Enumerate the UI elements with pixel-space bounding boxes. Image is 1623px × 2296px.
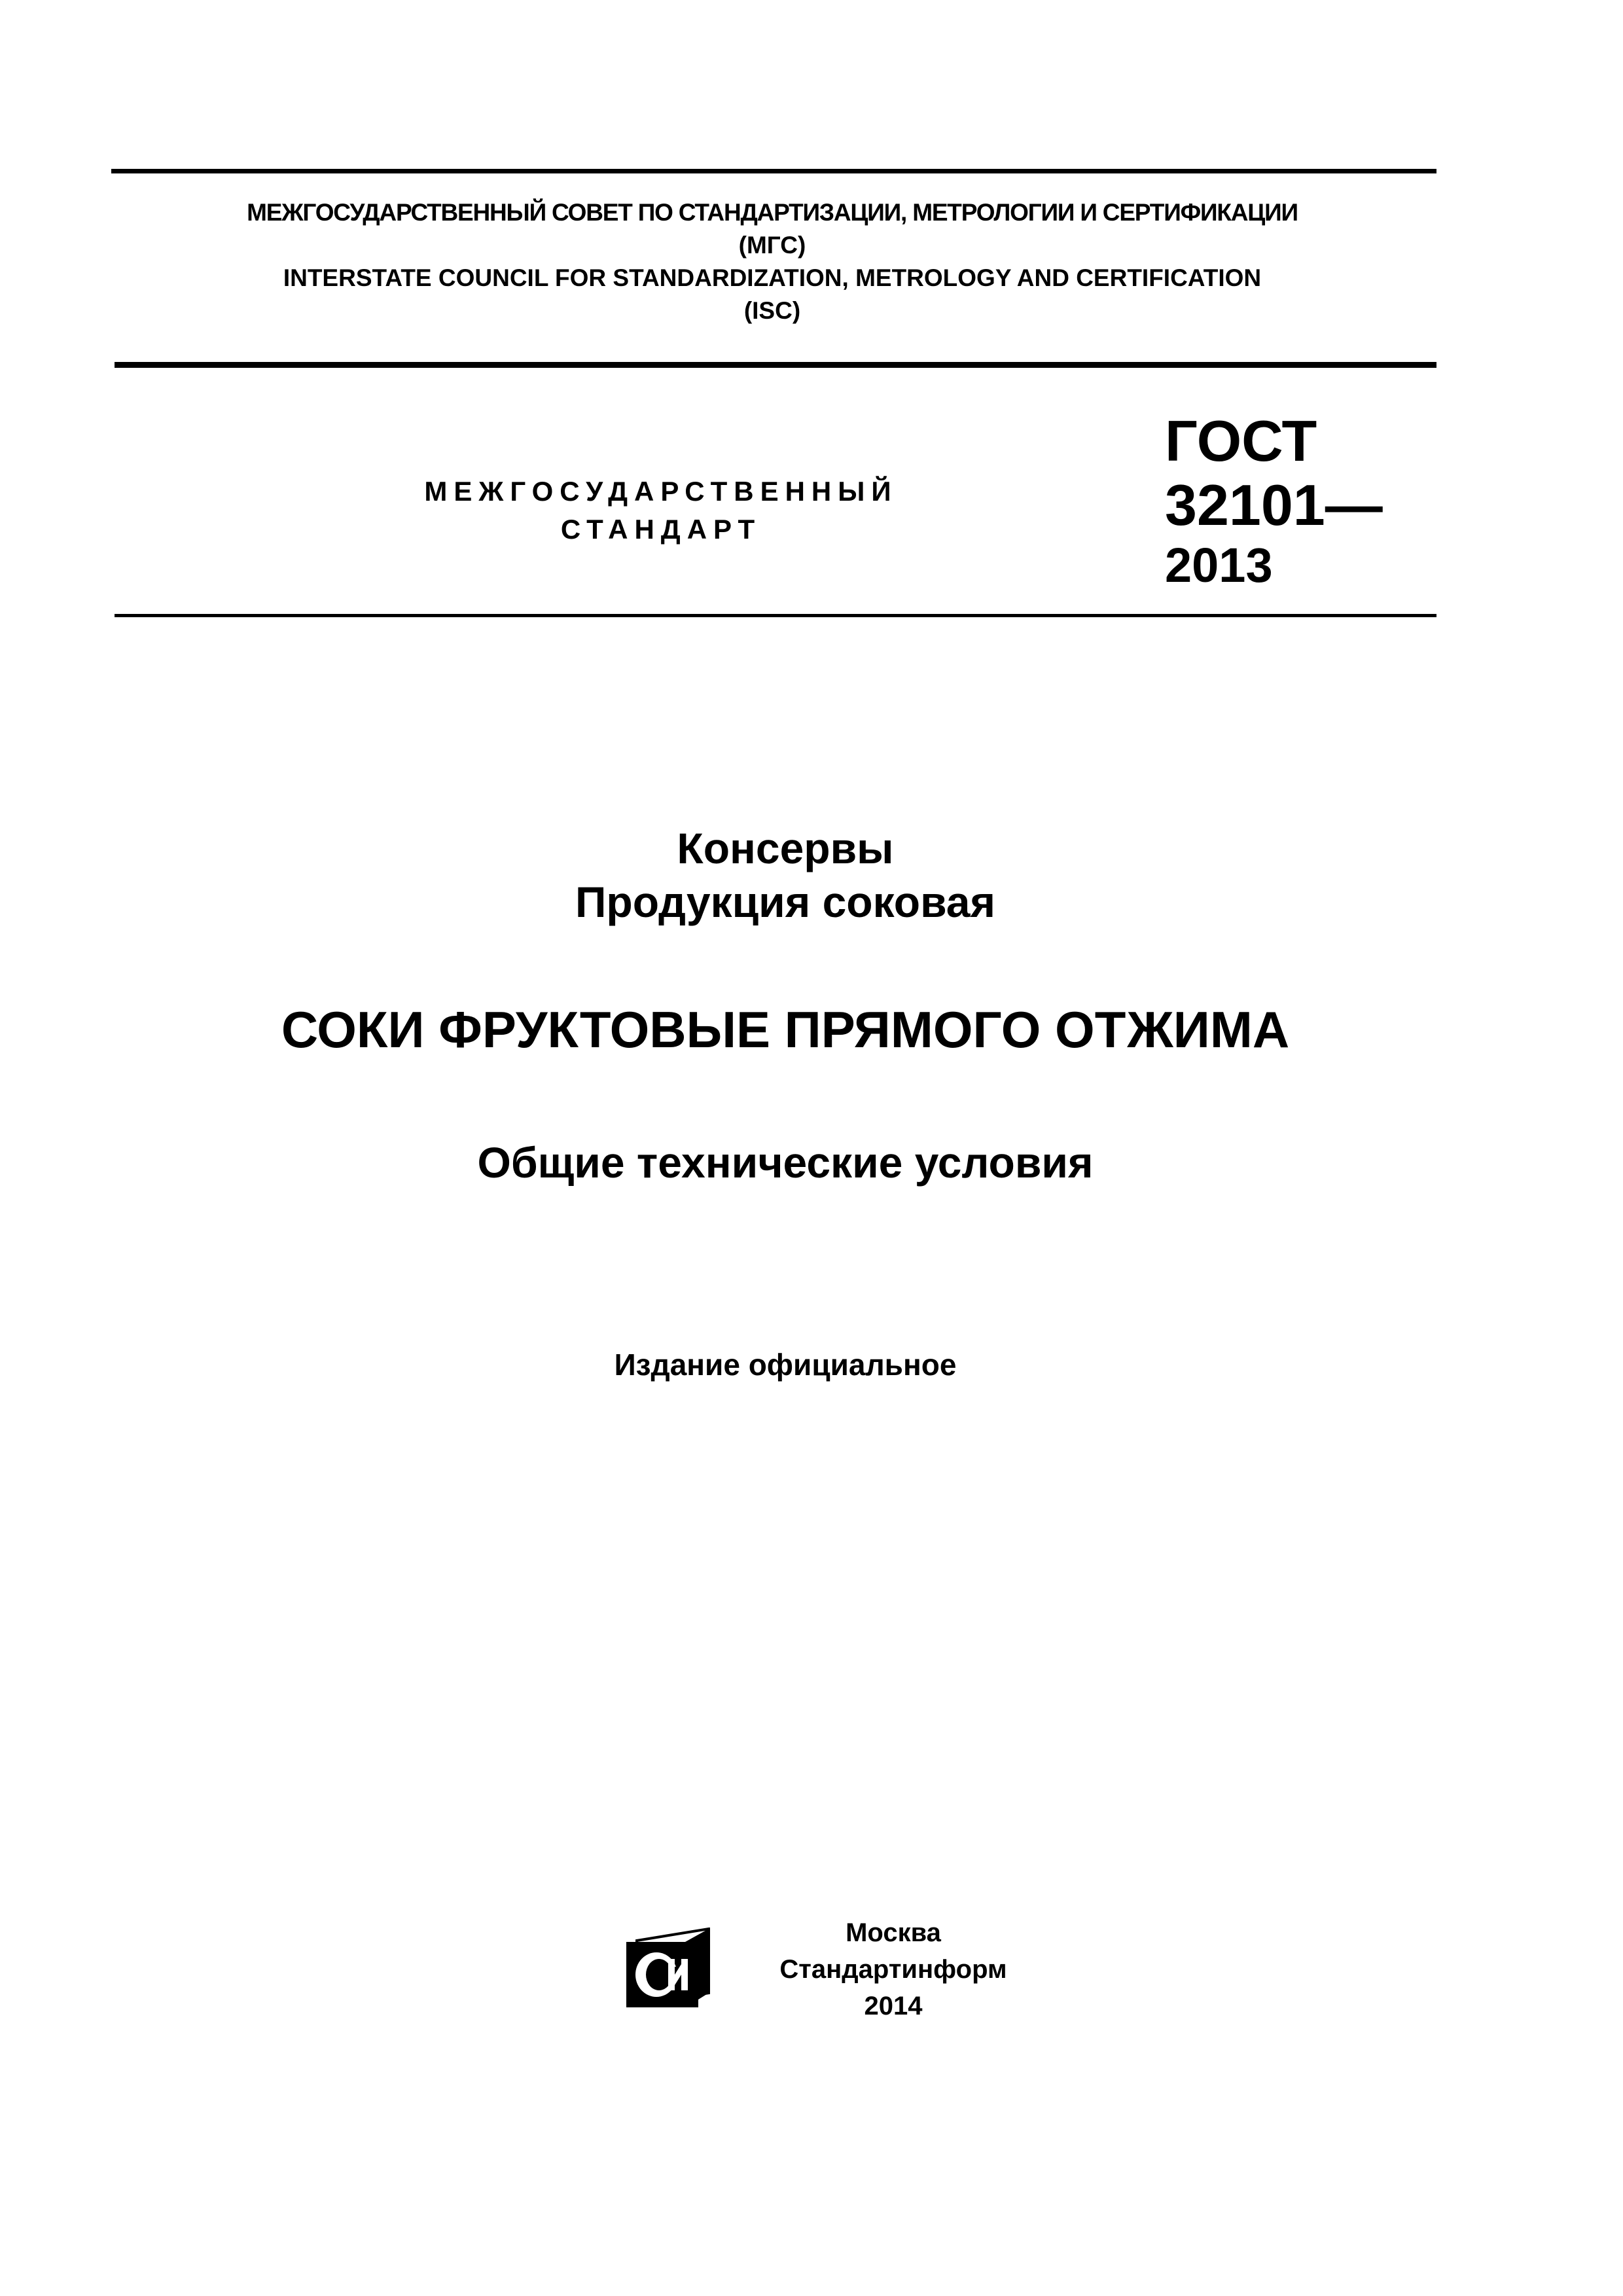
- top-rule: [111, 169, 1436, 173]
- publisher-block: [759, 1914, 1027, 2024]
- gost-designation: [1165, 409, 1383, 594]
- standard-type-line2: СТАНДАРТ: [560, 514, 762, 545]
- gost-year: 2013: [1165, 538, 1273, 592]
- title-line1: Консервы: [677, 824, 894, 872]
- council-abbr-en: (ISC): [743, 297, 801, 324]
- title-group: [157, 821, 1414, 929]
- standard-type-line1: МЕЖГОСУДАРСТВЕННЫЙ: [424, 476, 898, 507]
- edition-label: Издание официальное: [614, 1348, 957, 1382]
- gost-number: 32101—: [1165, 473, 1383, 537]
- standartinform-logo-icon: [625, 1928, 710, 2009]
- publisher-name: Стандартинформ: [779, 1955, 1007, 1984]
- title-line2: Продукция соковая: [575, 878, 996, 926]
- council-name-en: INTERSTATE COUNCIL FOR STANDARDIZATION, METROLOGY AND CERTIFICATION: [283, 264, 1262, 291]
- subtitle: Общие технические условия: [477, 1138, 1094, 1187]
- council-abbr-ru: (МГС): [738, 232, 806, 259]
- main-title: СОКИ ФРУКТОВЫЕ ПРЯМОГО ОТЖИМА: [281, 1001, 1290, 1058]
- publisher-logo: [625, 1928, 710, 2009]
- standard-type: [366, 473, 955, 548]
- council-header: [111, 196, 1433, 327]
- council-name-ru: МЕЖГОСУДАРСТВЕННЫЙ СОВЕТ ПО СТАНДАРТИЗАЦИИ, МЕТРОЛОГИИ И СЕРТИФИКАЦИИ: [247, 199, 1298, 226]
- designation-bottom-rule: [115, 614, 1436, 617]
- gost-label: ГОСТ: [1165, 408, 1317, 473]
- publisher-year: 2014: [864, 1992, 923, 2020]
- header-bottom-rule: [115, 362, 1436, 368]
- publisher-city: Москва: [846, 1918, 941, 1947]
